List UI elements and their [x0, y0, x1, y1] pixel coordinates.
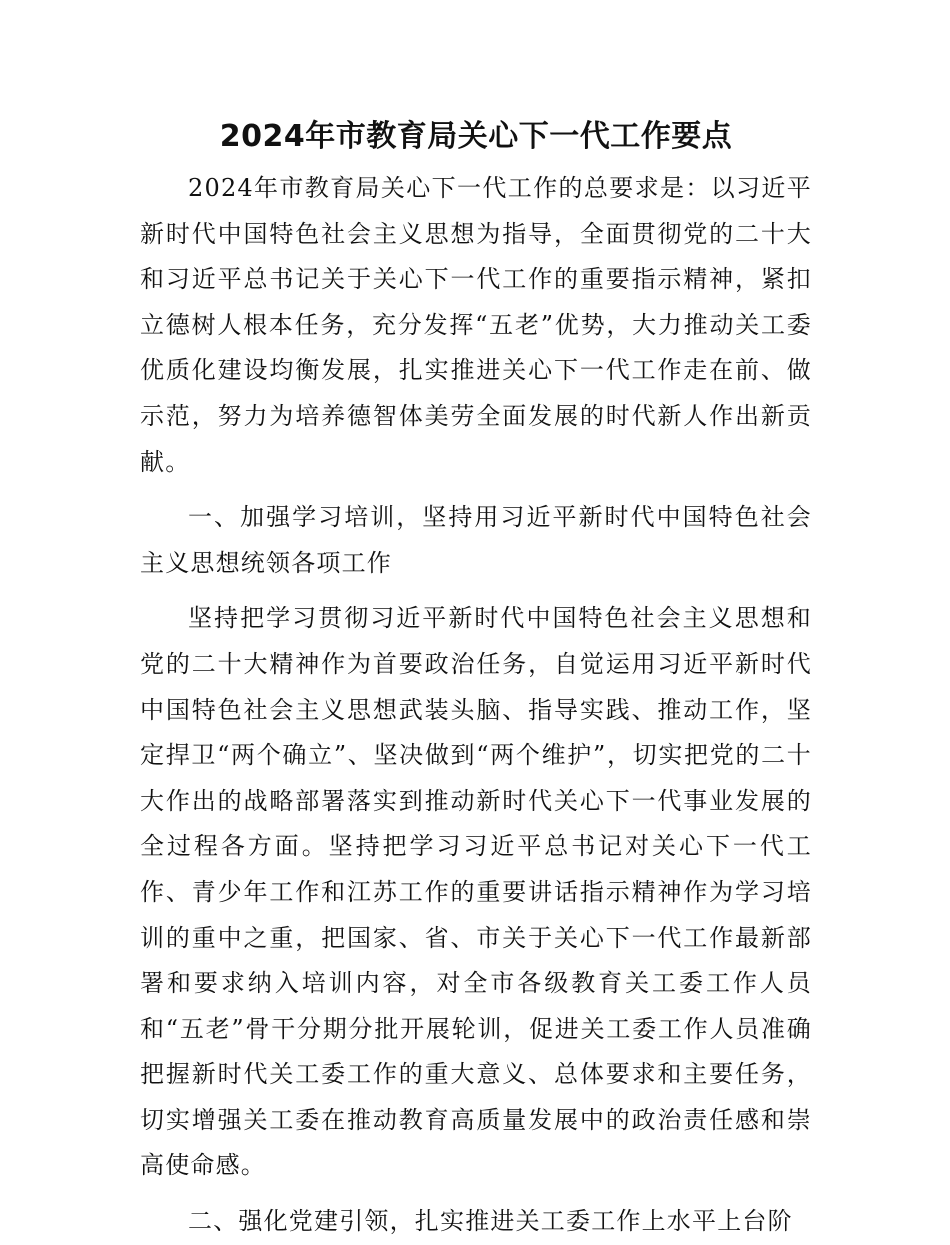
document-title: 2024年市教育局关心下一代工作要点 — [219, 119, 733, 154]
section-heading-1: 一、加强学习培训，坚持用习近平新时代中国特色社会主义思想统领各项工作 — [140, 503, 812, 577]
paragraph-section-1-body: 坚持把学习贯彻习近平新时代中国特色社会主义思想和党的二十大精神作为首要政治任务，自觉运用习近平新时代中国特色社会主义思想武装头脑、指导实践、推动工作，坚定捍卫“两个确立”、坚决做到“两个维护”，切实把党的二十大作出的战略部署落实到推动新时代关心下一代事业发展的全过程各方面。坚持把学习习近平总书记对关心下一代工作、青少年工作和江苏工作的重要讲话指示精神作为学习培训的重中之重，把国家、省、市关于关心下一代工作最新部署和要求纳入培训内容，对全市各级教育关工委工作人员和“五老”骨干分期分批开展轮训，促进关工委工作人员准确把握新时代关工委工作的重大意义、总体要求和主要任务，切实增强关工委在推动教育高质量发展中的政治责任感和崇高使命感。 — [140, 604, 812, 1180]
paragraph-general-requirements: 2024年市教育局关心下一代工作的总要求是：以习近平新时代中国特色社会主义思想为指导，全面贯彻党的二十大和习近平总书记关于关心下一代工作的重要指示精神，紧扣立德树人根本任务，充分发挥“五老”优势，大力推动关工委优质化建设均衡发展，扎实推进关心下一代工作走在前、做示范，努力为培养德智体美劳全面发展的时代新人作出新贡献。 — [140, 174, 812, 476]
section-heading-2: 二、强化党建引领，扎实推进关工委工作上水平上台阶 — [188, 1207, 793, 1236]
document-page — [140, 108, 812, 1245]
